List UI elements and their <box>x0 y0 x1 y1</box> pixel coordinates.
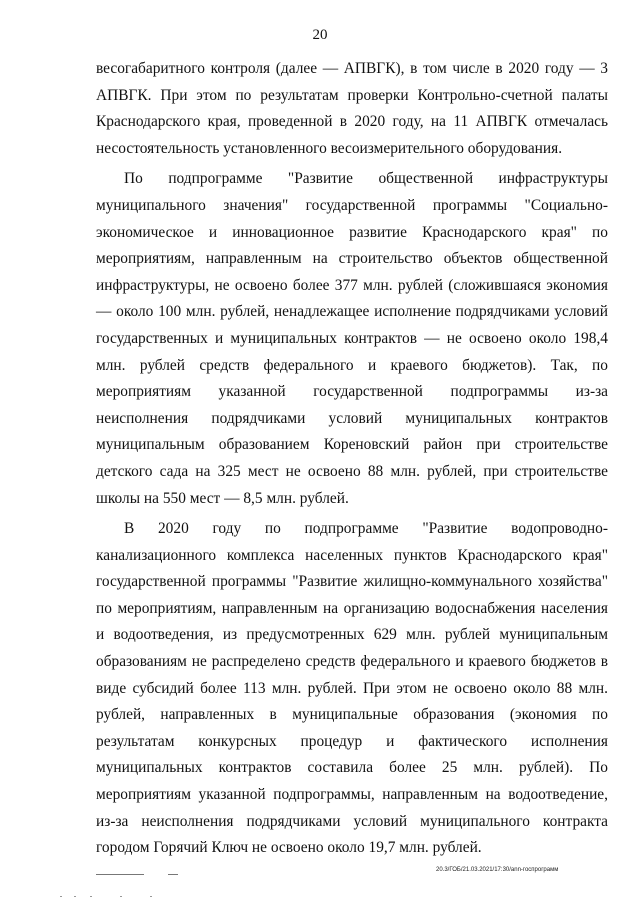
footer-divider-short <box>168 874 178 875</box>
document-body <box>96 56 608 862</box>
scan-artifact <box>90 896 92 897</box>
footer-divider <box>96 874 144 875</box>
paragraph-1: весогабаритного контроля (далее — АПВГК), в том числе в 2020 году — 3 АПВГК. При этом по результатам проверки Контрольно-счетной палаты Краснодарского края, проведенной в 2020 году, на 11 АПВГК отмечалась несостоятельность установленного весоизмерительного оборудования. <box>96 60 608 157</box>
page-number: 20 <box>312 27 328 43</box>
scan-artifact <box>120 896 122 897</box>
paragraph-3: В 2020 году по подпрограмме "Развитие водопроводно-канализационного комплекса населенных пунктов Краснодарского края" государственной программы "Развитие жилищно-коммунального хозяйства" по мероприятиям, направленным на организацию водоснабжения населения и водоотведения, из предусмотренных 629 млн. рублей муниципальным образованиям не распределено средств федерального и краевого бюджетов в виде субсидий более 113 млн. рублей. При этом не освоено около 88 млн. рублей, направленных в муниципальные образования (экономия по результатам конкурсных процедур и фактического исполнения муниципальных контрактов составила более 25 млн. рублей). По мероприятиям указанной подпрограммы, направленным на водоотведение, из-за неисполнения подрядчиками условий муниципального контракта городом Горячий Ключ не освоено около 19,7 млн. рублей. <box>96 520 608 857</box>
scan-artifact <box>60 896 62 897</box>
paragraph-2: По подпрограмме "Развитие общественной инфраструктуры муниципального значения" государственной программы "Социально-экономическое и инновационное развитие Краснодарского края" по мероприятиям, направленным на строительство объектов общественной инфраструктуры, не освоено более 377 млн. рублей (сложившаяся экономия — около 100 млн. рублей, ненадлежащее исполнение подрядчиками условий государственных и муниципальных контрактов — не освоено около 198,4 млн. рублей средств федерального и краевого бюджетов). Так, по мероприятиям указанной государственной подпрограммы из-за неисполнения подрядчиками условий муниципальных контрактов муниципальным образованием Кореновский район при строительстве детского сада на 325 мест не освоено 88 млн. рублей, при строительстве школы на 550 мест — 8,5 млн. рублей. <box>96 170 608 507</box>
scan-artifact <box>74 896 76 897</box>
footer-document-code: 20.3/ГОБ/21.03.2021/17:30/ann-госпрограмм <box>436 867 559 873</box>
scan-artifact <box>150 896 152 897</box>
